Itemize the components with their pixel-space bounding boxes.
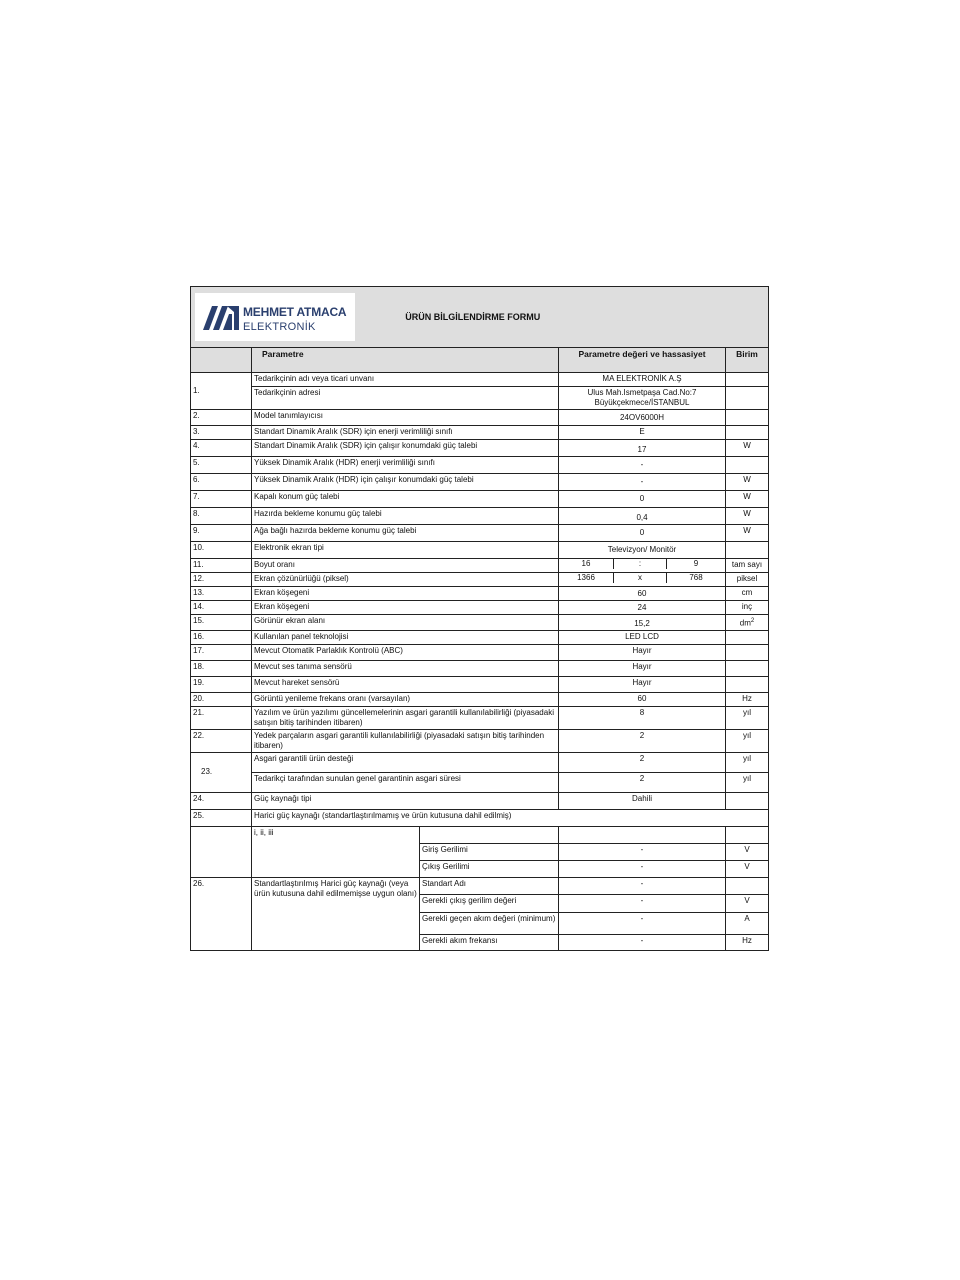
column-header-number <box>191 348 252 373</box>
row-unit <box>726 387 769 410</box>
row-number: 8. <box>191 508 252 525</box>
company-logo <box>195 293 355 341</box>
row-value: 24 <box>559 601 726 615</box>
row-value <box>559 573 726 587</box>
row-value: - <box>559 457 726 474</box>
row-unit: Hz <box>726 692 769 706</box>
header-cell <box>191 287 769 348</box>
row-number: 11. <box>191 559 252 573</box>
row-unit: V <box>726 860 769 877</box>
row-value: Hayır <box>559 660 726 676</box>
row-unit <box>726 426 769 440</box>
row-parameter: Ekran köşegeni <box>252 601 559 615</box>
row-unit <box>726 660 769 676</box>
row-parameter: Güç kaynağı tipi <box>252 792 559 809</box>
row-parameter: Mevcut ses tanıma sensörü <box>252 660 559 676</box>
logo-text-line1: MEHMET ATMACA <box>243 305 347 319</box>
row-unit: piksel <box>726 573 769 587</box>
row-unit: yıl <box>726 706 769 729</box>
row-parameter: Hazırda bekleme konumu güç talebi <box>252 508 559 525</box>
row-parameter: Ekran köşegeni <box>252 587 559 601</box>
table-row <box>191 491 769 508</box>
table-row <box>191 559 769 573</box>
row-unit: V <box>726 843 769 860</box>
unit-base: dm <box>739 618 751 628</box>
row-item-label: Gerekli geçen akım değeri (minimum) <box>420 912 559 934</box>
row-parameter: Harici güç kaynağı (standartlaştırılmamış ve ürün kutusuna dahil edilmiş) <box>252 809 769 826</box>
row-value: 24OV6000H <box>559 410 726 426</box>
table-row <box>191 457 769 474</box>
table-row <box>191 615 769 631</box>
table-row <box>191 729 769 752</box>
row-item-label: Standart Adı <box>420 877 559 894</box>
row-parameter: Kapalı konum güç talebi <box>252 491 559 508</box>
row-parameter: Tedarikçinin adresi <box>252 387 559 410</box>
row-unit <box>726 630 769 644</box>
table-row <box>191 877 769 894</box>
row-unit: W <box>726 491 769 508</box>
row-unit <box>726 373 769 387</box>
row-unit <box>726 676 769 692</box>
row-unit: tam sayı <box>726 559 769 573</box>
table-row <box>191 440 769 457</box>
product-information-form <box>190 286 768 951</box>
row-value: 0 <box>559 491 726 508</box>
row-value: 0,4 <box>559 508 726 525</box>
row-number: 24. <box>191 792 252 809</box>
table-row <box>191 542 769 559</box>
row-number: 5. <box>191 457 252 474</box>
row-unit: W <box>726 508 769 525</box>
row-value: - <box>559 860 726 877</box>
row-item-label: Çıkış Gerilimi <box>420 860 559 877</box>
row-parameter: Model tanımlayıcısı <box>252 410 559 426</box>
column-header-parameter: Parametre <box>252 348 559 373</box>
table-row <box>191 601 769 615</box>
row-number: 21. <box>191 706 252 729</box>
row-value: - <box>559 877 726 894</box>
row-number: 3. <box>191 426 252 440</box>
row-value: 17 <box>559 440 726 457</box>
row-value: 2 <box>559 729 726 752</box>
form-table <box>190 286 769 951</box>
resolution-separator: x <box>614 573 667 583</box>
table-row <box>191 644 769 660</box>
row-unit: yıl <box>726 772 769 792</box>
resolution-height: 768 <box>689 573 703 582</box>
table-row <box>191 387 769 410</box>
table-row <box>191 660 769 676</box>
row-parameter: Tedarikçi tarafından sunulan genel garantinin asgari süresi <box>252 772 559 792</box>
row-item-label: Gerekli akım frekansı <box>420 934 559 950</box>
row-value: - <box>559 934 726 950</box>
row-parameter: Yüksek Dinamik Aralık (HDR) enerji verimliliği sınıfı <box>252 457 559 474</box>
table-row <box>191 752 769 772</box>
row-parameter: Ekran çözünürlüğü (piksel) <box>252 573 559 587</box>
row-value <box>559 826 726 843</box>
table-row <box>191 373 769 387</box>
form-header <box>191 287 769 348</box>
logo-mark-icon <box>203 306 239 330</box>
row-parameter: Standartlaştırılmış Harici güç kaynağı (veya ürün kutusuna dahil edilmemişse uygun olanı) <box>252 877 420 950</box>
row-parameter: Mevcut Otomatik Parlaklık Kontrolü (ABC) <box>252 644 559 660</box>
table-row <box>191 826 769 843</box>
row-parameter: Yedek parçaların asgari garantili kullanılabilirliği (piyasadaki satışın bitiş tarihinden itibaren) <box>252 729 559 752</box>
row-unit <box>726 792 769 809</box>
row-value: 60 <box>559 587 726 601</box>
row-value: 0 <box>559 525 726 542</box>
row-value: MA ELEKTRONİK A.Ş <box>559 373 726 387</box>
row-number: 12. <box>191 573 252 587</box>
row-unit: A <box>726 912 769 934</box>
row-number: 26. <box>191 877 252 950</box>
row-number: 19. <box>191 676 252 692</box>
row-value: 2 <box>559 752 726 772</box>
address-line1: Ulus Mah.Ismetpaşa Cad.No:7 <box>587 388 697 397</box>
row-item-label <box>420 826 559 843</box>
row-number: 2. <box>191 410 252 426</box>
row-parameter: Tedarikçinin adı veya ticari unvanı <box>252 373 559 387</box>
row-value <box>559 559 726 573</box>
row-number: 16. <box>191 630 252 644</box>
row-parameter: Görünür ekran alanı <box>252 615 559 631</box>
aspect-width: 16 <box>581 559 591 568</box>
row-value: Hayır <box>559 644 726 660</box>
row-value: LED LCD <box>559 630 726 644</box>
table-row <box>191 809 769 826</box>
row-unit: V <box>726 894 769 912</box>
row-unit <box>726 644 769 660</box>
table-row <box>191 474 769 491</box>
row-number: 22. <box>191 729 252 752</box>
row-parameter: Standart Dinamik Aralık (SDR) için enerji verimliliği sınıfı <box>252 426 559 440</box>
row-number: 9. <box>191 525 252 542</box>
row-value: 60 <box>559 692 726 706</box>
row-number: 14. <box>191 601 252 615</box>
row-unit: W <box>726 474 769 491</box>
address-line2: Büyükçekmece/İSTANBUL <box>594 398 690 407</box>
row-unit: yıl <box>726 729 769 752</box>
row-sub-label: i, ii, iii <box>252 826 420 877</box>
unit-exponent: 2 <box>750 618 755 624</box>
row-parameter: Görüntü yenileme frekans oranı (varsayılan) <box>252 692 559 706</box>
row-value: - <box>559 843 726 860</box>
row-value: 2 <box>559 772 726 792</box>
row-unit: inç <box>726 601 769 615</box>
row-value: 15,2 <box>559 615 726 631</box>
row-parameter: Elektronik ekran tipi <box>252 542 559 559</box>
table-row <box>191 692 769 706</box>
table-row <box>191 426 769 440</box>
row-value: E <box>559 426 726 440</box>
row-unit <box>726 615 769 631</box>
row-number: 15. <box>191 615 252 631</box>
row-number: 25. <box>191 809 252 826</box>
row-unit <box>726 826 769 843</box>
row-value: - <box>559 474 726 491</box>
column-header-unit: Birim <box>726 348 769 373</box>
row-number: 7. <box>191 491 252 508</box>
row-value <box>559 387 726 410</box>
row-unit: W <box>726 525 769 542</box>
table-row <box>191 587 769 601</box>
aspect-separator: : <box>614 559 667 569</box>
row-number: 23. <box>191 752 252 792</box>
row-number: 1. <box>191 373 252 410</box>
row-value: Hayır <box>559 676 726 692</box>
table-row <box>191 630 769 644</box>
row-unit: Hz <box>726 934 769 950</box>
table-row <box>191 525 769 542</box>
row-unit <box>726 457 769 474</box>
row-number: 18. <box>191 660 252 676</box>
row-parameter: Boyut oranı <box>252 559 559 573</box>
column-header-row <box>191 348 769 373</box>
table-row <box>191 508 769 525</box>
column-header-value: Parametre değeri ve hassasiyet <box>559 348 726 373</box>
row-number: 17. <box>191 644 252 660</box>
row-item-label: Gerekli çıkış gerilim değeri <box>420 894 559 912</box>
table-row <box>191 573 769 587</box>
row-value: - <box>559 894 726 912</box>
row-value: 8 <box>559 706 726 729</box>
aspect-height: 9 <box>693 559 699 568</box>
row-number: 10. <box>191 542 252 559</box>
row-number-blank <box>191 826 252 877</box>
row-parameter: Standart Dinamik Aralık (SDR) için çalışır konumdaki güç talebi <box>252 440 559 457</box>
resolution-width: 1366 <box>577 573 595 582</box>
row-parameter: Yazılım ve ürün yazılımı güncellemelerinin asgari garantili kullanılabilirliği (piyasadaki satışın bitiş tarihinden itibaren) <box>252 706 559 729</box>
row-value: Dahili <box>559 792 726 809</box>
row-unit <box>726 410 769 426</box>
row-parameter: Mevcut hareket sensörü <box>252 676 559 692</box>
row-unit <box>726 877 769 894</box>
row-unit: W <box>726 440 769 457</box>
row-parameter: Ağa bağlı hazırda bekleme konumu güç talebi <box>252 525 559 542</box>
row-number: 20. <box>191 692 252 706</box>
row-unit <box>726 542 769 559</box>
row-unit: cm <box>726 587 769 601</box>
table-row <box>191 410 769 426</box>
row-number: 4. <box>191 440 252 457</box>
row-unit: yıl <box>726 752 769 772</box>
table-row <box>191 792 769 809</box>
row-parameter: Asgari garantili ürün desteği <box>252 752 559 772</box>
table-row <box>191 676 769 692</box>
row-number: 6. <box>191 474 252 491</box>
row-item-label: Giriş Gerilimi <box>420 843 559 860</box>
row-value: Televizyon/ Monitör <box>559 542 726 559</box>
logo-text-line2: ELEKTRONİK <box>243 321 316 333</box>
form-title: ÜRÜN BİLGİLENDİRME FORMU <box>405 312 541 322</box>
table-row <box>191 706 769 729</box>
row-parameter: Kullanılan panel teknolojisi <box>252 630 559 644</box>
row-value: - <box>559 912 726 934</box>
row-number: 13. <box>191 587 252 601</box>
table-row <box>191 772 769 792</box>
row-parameter: Yüksek Dinamik Aralık (HDR) için çalışır konumdaki güç talebi <box>252 474 559 491</box>
